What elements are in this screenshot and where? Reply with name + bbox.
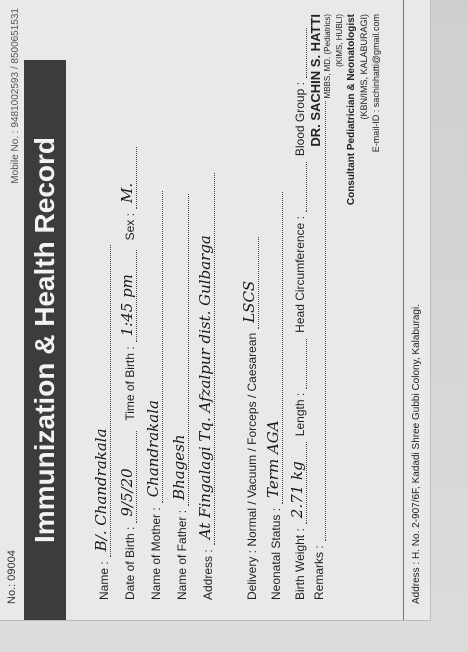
father-label: Name of Father : — [175, 509, 189, 600]
doctor-block — [310, 14, 382, 205]
neonatal-label: Neonatal Status : — [269, 507, 283, 600]
weight-label: Birth Weight : — [293, 528, 307, 600]
doctor-organization: (KBN/IMS, KALABURAGI) — [359, 14, 369, 120]
card-title: Immunization & Health Record — [24, 60, 66, 620]
father-row — [170, 194, 189, 600]
address-value: At Fingalagi Tq. Afzalpur dist. Gulbarga — [196, 173, 215, 545]
name-value: B/. Chandrakala — [92, 245, 111, 557]
father-value: Bhagesh — [170, 194, 189, 506]
doctor-institute: (KIMS, HUBLI) — [335, 14, 344, 67]
weight-value: 2.71 kg — [288, 442, 307, 524]
sex-label: Sex : — [123, 213, 137, 241]
doctor-email: E-mail-ID : sachinhatti@gmail.com — [371, 14, 381, 153]
birth-row — [118, 147, 137, 600]
neonatal-value: Term AGA — [264, 192, 283, 504]
doctor-name: DR. SACHIN S. HATTI — [308, 14, 323, 147]
doctor-qualification: MBBS, MD. (Pediatrics) — [323, 14, 332, 99]
address-label: Address : — [201, 549, 215, 600]
sex-value: M. — [118, 147, 137, 209]
record-number: No.: 09004 — [6, 550, 18, 604]
length-label: Length : — [293, 392, 307, 437]
delivery-label: Delivery : Normal / Vacuum / Forceps / Caesarean — [245, 332, 259, 600]
neonatal-row — [264, 192, 283, 600]
doctor-specialty: Consultant Pediatrician & Neonatologist — [346, 14, 357, 206]
mother-label: Name of Mother : — [149, 507, 163, 600]
measurements-row — [288, 28, 307, 600]
remarks-label: Remarks : — [312, 545, 326, 600]
mother-row — [144, 191, 163, 600]
delivery-value: LSCS — [240, 237, 259, 329]
dob-label: Date of Birth : — [123, 526, 137, 600]
address-row — [196, 173, 215, 600]
dob-value: 9/5/20 — [118, 431, 137, 523]
mother-value: Chandrakala — [144, 191, 163, 503]
footer-divider — [403, 0, 404, 620]
name-label: Name : — [97, 561, 111, 600]
delivery-row — [240, 237, 259, 600]
name-row — [92, 245, 111, 600]
tob-value: 1:45 pm — [118, 250, 137, 342]
footer-address: Address : H. No. 2-907/6F, Kadadi Shree Gubbi Colony, Kalaburagi. — [411, 304, 422, 604]
blood-blank — [306, 28, 307, 78]
length-blank — [306, 339, 307, 389]
head-label: Head Circumference : — [293, 216, 307, 333]
mobile-number: Mobile No. : 9481002593 / 8500651531 — [10, 8, 21, 184]
tob-label: Time of Birth : — [123, 346, 137, 421]
blood-label: Blood Group : — [293, 82, 307, 157]
head-blank — [306, 162, 307, 212]
